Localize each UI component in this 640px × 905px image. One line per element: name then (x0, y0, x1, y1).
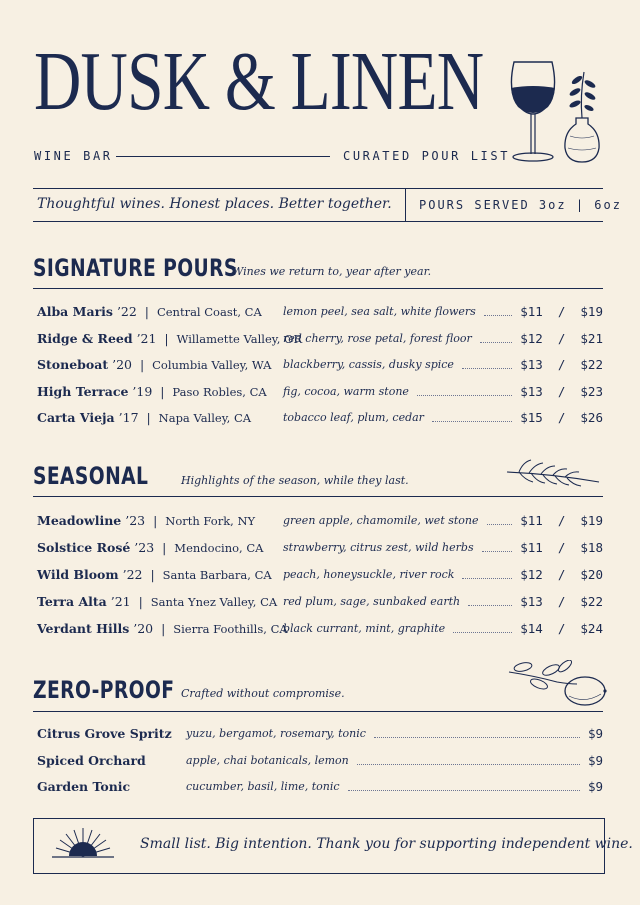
item-price: $11 / $19 (520, 304, 603, 319)
separator: | (145, 513, 166, 528)
item-name-region (37, 384, 267, 399)
separator: | (154, 540, 175, 555)
menu-row (37, 567, 603, 587)
item-year: ’21 (136, 330, 157, 346)
item-name: Carta Vieja (37, 410, 115, 425)
menu-row (37, 304, 603, 324)
item-name-region (37, 304, 262, 319)
item-price: $12 / $21 (520, 330, 603, 346)
curated-label: CURATED POUR LIST (343, 149, 511, 163)
section-note-signature: Wines we return to, year after year. (232, 265, 432, 278)
wine-glass-icon (504, 58, 564, 164)
item-region: Columbia Valley, WA (152, 358, 272, 372)
item-price: $11 / $19 (520, 513, 603, 528)
wine-bar-label: WINE BAR (34, 149, 113, 163)
leader-dots (462, 360, 512, 369)
item-year: ’19 (132, 383, 153, 399)
item-price: $9 (587, 779, 603, 794)
pours-served: POURS SERVED 3oz | 6oz (419, 198, 622, 212)
item-year: ’23 (134, 540, 155, 555)
leader-dots (468, 597, 512, 606)
lemon-branch-icon (505, 660, 609, 708)
item-name-region (37, 540, 263, 555)
section-title-signature: SIGNATURE POURS (33, 254, 238, 282)
item-price: $15 / $26 (520, 410, 603, 425)
menu-row (37, 726, 603, 746)
item-price: $9 (587, 726, 603, 741)
item-year: ’20 (133, 621, 154, 636)
separator: | (130, 594, 151, 609)
herb-sprig-icon (505, 456, 601, 490)
tasting-notes: lemon peel, sea salt, white flowers (283, 305, 476, 318)
item-price: $9 (587, 752, 603, 768)
item-price: $12 / $20 (520, 567, 603, 582)
item-region: Santa Barbara, CA (162, 568, 272, 582)
item-region: North Fork, NY (165, 514, 256, 528)
leader-dots (374, 729, 580, 738)
item-price: $13 / $22 (520, 594, 603, 609)
menu-row (37, 357, 603, 377)
item-name: Garden Tonic (37, 779, 131, 794)
vase-sprig-icon (560, 66, 604, 166)
leader-dots (482, 543, 512, 552)
tasting-notes: fig, cocoa, warm stone (283, 384, 409, 398)
menu-row (37, 410, 603, 430)
tasting-notes: apple, chai botanicals, lemon (186, 753, 349, 767)
section-rule (33, 288, 603, 289)
section-rule (33, 711, 603, 712)
tasting-notes: peach, honeysuckle, river rock (283, 568, 455, 581)
item-name: High Terrace (37, 383, 129, 399)
separator: | (156, 330, 177, 346)
item-name: Solstice Rosé (37, 540, 131, 555)
item-region: Santa Ynez Valley, CA (150, 595, 278, 609)
menu-row (37, 779, 603, 799)
tasting-notes: black currant, mint, graphite (283, 622, 446, 635)
item-year: ’20 (112, 357, 133, 372)
item-year: ’21 (110, 594, 131, 609)
item-price: $13 / $22 (520, 357, 603, 372)
item-region: Paso Robles, CA (172, 384, 267, 399)
menu-row (37, 540, 603, 560)
item-price: $14 / $24 (520, 621, 603, 636)
item-name: Terra Alta (37, 594, 107, 609)
leader-dots (357, 756, 580, 765)
item-region: Willamette Valley, OR (176, 331, 303, 346)
item-name: Stoneboat (37, 357, 109, 372)
section-rule (33, 496, 603, 497)
item-name-region (37, 567, 272, 582)
section-title-zero-proof: ZERO-PROOF (33, 676, 175, 704)
item-name-region (37, 753, 146, 768)
item-region: Sierra Foothills, CA (173, 622, 288, 636)
item-name: Alba Maris (37, 304, 113, 319)
leader-dots (348, 782, 580, 791)
tasting-notes: yuzu, bergamot, rosemary, tonic (186, 727, 366, 740)
section-note-zero-proof: Crafted without compromise. (181, 687, 345, 700)
separator: | (153, 621, 174, 636)
footer-text: Small list. Big intention. Thank you for supporting independent wine. (140, 836, 633, 852)
menu-row (37, 331, 603, 351)
brand-title: DUSK & LINEN (34, 35, 484, 128)
tasting-notes: strawberry, citrus zest, wild herbs (283, 541, 474, 554)
leader-dots (487, 516, 512, 525)
section-title-seasonal: SEASONAL (33, 462, 149, 490)
item-year: ’23 (125, 513, 146, 528)
menu-row (37, 621, 603, 641)
tasting-notes: tobacco leaf, plum, cedar (283, 411, 424, 424)
item-year: ’22 (122, 567, 143, 582)
tasting-notes: red cherry, rose petal, forest floor (283, 331, 472, 345)
item-name-region (37, 594, 277, 609)
item-name-region (37, 779, 130, 794)
tagline-divider (405, 188, 406, 221)
separator: | (138, 410, 159, 425)
header-divider (116, 156, 330, 157)
menu-row (37, 753, 603, 773)
menu-row (37, 384, 603, 404)
separator: | (136, 304, 157, 319)
leader-dots (484, 307, 512, 316)
separator: | (142, 567, 163, 582)
item-name: Citrus Grove Spritz (37, 726, 172, 741)
item-year: ’22 (116, 304, 137, 319)
item-name: Ridge & Reed (37, 330, 133, 346)
item-name-region (37, 410, 251, 425)
item-name: Meadowline (37, 513, 122, 528)
item-region: Mendocino, CA (174, 541, 264, 555)
item-name-region (37, 331, 302, 346)
item-price: $13 / $23 (520, 383, 603, 399)
item-name-region (37, 513, 255, 528)
section-note-seasonal: Highlights of the season, while they last. (181, 474, 409, 487)
menu-row (37, 594, 603, 614)
item-name: Verdant Hills (37, 621, 130, 636)
sunrise-icon (50, 826, 116, 862)
separator: | (152, 383, 173, 399)
leader-dots (432, 413, 512, 422)
item-name: Wild Bloom (37, 567, 119, 582)
item-name-region (37, 726, 172, 741)
tasting-notes: cucumber, basil, lime, tonic (186, 780, 340, 793)
item-name: Spiced Orchard (37, 752, 146, 768)
tasting-notes: green apple, chamomile, wet stone (283, 514, 479, 527)
tagline-text: Thoughtful wines. Honest places. Better together. (37, 196, 392, 212)
leader-dots (453, 624, 512, 633)
item-name-region (37, 621, 288, 636)
item-year: ’17 (118, 410, 139, 425)
item-region: Central Coast, CA (156, 305, 262, 319)
tasting-notes: blackberry, cassis, dusky spice (283, 358, 454, 371)
item-region: Napa Valley, CA (158, 411, 252, 425)
tasting-notes: red plum, sage, sunbaked earth (283, 595, 461, 608)
leader-dots (480, 334, 512, 343)
leader-dots (462, 570, 512, 579)
menu-row (37, 513, 603, 533)
item-price: $11 / $18 (520, 540, 603, 555)
leader-dots (417, 387, 512, 396)
item-name-region (37, 357, 272, 372)
separator: | (132, 357, 153, 372)
